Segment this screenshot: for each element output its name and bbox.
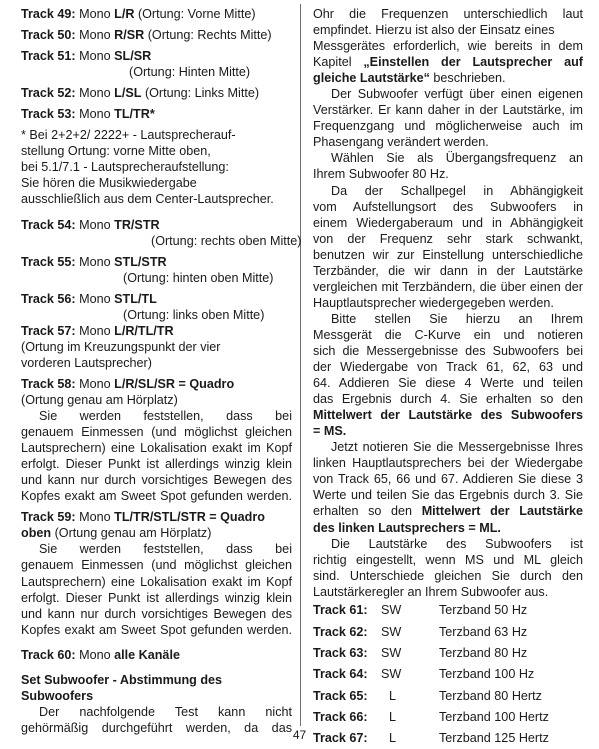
- paragraph-line: Die Lautstärke des Subwoofers ist: [331, 536, 583, 551]
- paragraph-line: Werte und teilen Sie das Ergebnis durch 3. Sie: [313, 488, 583, 503]
- paragraph-line: Lautsprechern) eine Lokalisation exakt im Kopf: [21, 574, 292, 589]
- track-58: [21, 376, 292, 392]
- paragraph-line: vergleichen mit Terzbändern, die über einen der: [313, 279, 583, 294]
- track-band: Terzband 125 Hertz: [439, 731, 549, 746]
- bold-span: „Einstellen der Lautsprecher auf: [363, 55, 583, 70]
- track-label: Track 67:: [313, 731, 368, 746]
- paragraph-line: Sie werden feststellen, dass bei: [39, 542, 292, 557]
- track-channels: TL/TR: [114, 107, 150, 122]
- paragraph-line: Frequenzgang und möglicherweise auch im: [313, 119, 583, 134]
- note-line: ausschließlich aus dem Center-Lautsprecher.: [21, 192, 274, 207]
- track-mode: Mono: [79, 28, 111, 43]
- track-label: Track 60:: [21, 647, 76, 662]
- track-49: [21, 6, 292, 22]
- section-heading: Subwoofers: [21, 688, 94, 703]
- right-column: [313, 6, 583, 749]
- track-label: Track 61:: [313, 603, 368, 618]
- track-mode: Mono: [79, 49, 111, 64]
- note-line: * Bei 2+2+2/ 2222+ - Lautsprecherauf-: [21, 128, 236, 143]
- section-heading: Set Subwoofer - Abstimmung des: [21, 672, 223, 687]
- paragraph-line: einem Wiedergaberaum und in Abhängigkeit: [313, 215, 583, 230]
- table-row: [313, 600, 549, 621]
- paragraph-line: Jetzt notieren Sie die Messergebnisse Ihres: [331, 440, 583, 455]
- track-label: Track 50:: [21, 28, 76, 43]
- track-label: Track 54:: [21, 217, 76, 232]
- paragraph-line: [313, 54, 583, 70]
- paragraph-line: Messgerätes erforderlich, wie bereits in dem: [313, 39, 583, 54]
- track-channels: L/R: [114, 7, 135, 21]
- text-span: Kapitel: [313, 55, 364, 70]
- track-band: Terzband 80 Hertz: [439, 688, 542, 703]
- track-label: Track 64:: [313, 667, 368, 682]
- track-band: Terzband 100 Hz: [439, 667, 535, 682]
- track-channels: L/SL: [114, 86, 142, 101]
- paragraph-line: genauem Einmessen (und möglichst gleichen: [21, 425, 292, 440]
- paragraph-line: und kann nur durch vorsichtiges Bewegen des: [21, 473, 292, 488]
- paragraph-line: 64. Addieren Sie diese 4 Werte und teilen: [313, 376, 583, 391]
- track-mode: Mono: [79, 647, 111, 662]
- track-location: (Ortung: Links Mitte): [144, 86, 260, 101]
- track-54-location: (Ortung: rechts oben Mitte): [151, 233, 302, 248]
- paragraph-line: Terzbänder, die wir dann in der Lautstärke: [313, 263, 583, 278]
- bold-span: gleiche Lautstärke“: [313, 71, 430, 86]
- table-row: [313, 685, 549, 706]
- track-band: Terzband 50 Hz: [439, 603, 528, 618]
- table-row: [313, 642, 549, 663]
- track-mode: Mono: [79, 7, 111, 21]
- track-mode: Mono: [79, 376, 111, 391]
- text-span: erhalten so den: [313, 504, 422, 519]
- paragraph-line: [313, 70, 583, 86]
- track-57: [21, 323, 292, 339]
- track-label: Track 56:: [21, 291, 76, 306]
- track-59: [21, 509, 292, 525]
- paragraph-line: Der nachfolgende Test kann nicht: [39, 704, 292, 719]
- note-line: Sie hören die Musikwiedergabe: [21, 176, 197, 191]
- paragraph-line: das Ergebnis durch 4. Sie erhalten so den: [313, 392, 583, 407]
- paragraph-line: Phasengang verändert werden.: [313, 135, 489, 150]
- text-span: beschrieben.: [429, 71, 506, 86]
- left-column: [21, 6, 302, 736]
- paragraph-line: Bitte stellen Sie hierzu an Ihrem: [331, 311, 583, 326]
- track-label: Track 52:: [21, 86, 76, 101]
- track-channels: SL/SR: [114, 49, 152, 64]
- track-51-location: (Ortung: Hinten Mitte): [129, 65, 251, 80]
- track-55: [21, 254, 292, 270]
- track-mode: Mono: [79, 254, 111, 269]
- track-channel: L: [389, 688, 397, 703]
- paragraph-line-bold: = MS.: [313, 424, 347, 439]
- column-divider: [300, 4, 301, 726]
- track-mode: Mono: [79, 291, 111, 306]
- footnote-marker: *: [149, 107, 155, 122]
- track-label: Track 65:: [313, 688, 368, 703]
- track-location: (Ortung genau am Hörplatz): [54, 526, 212, 541]
- track-label: Track 59:: [21, 510, 76, 525]
- paragraph-line: sich die Messergebnisse des Subwoofers bei: [313, 343, 583, 358]
- paragraph-line: Da der Schallpegel in Abhängigkeit: [331, 183, 583, 198]
- track-label: Track 63:: [313, 645, 368, 660]
- table-row: [313, 621, 549, 642]
- paragraph-line: der Wiedergabe von Track 61, 62, 63 und: [313, 360, 583, 375]
- track-label: Track 58:: [21, 376, 76, 391]
- track-60: [21, 647, 292, 663]
- page-number: 47: [292, 728, 307, 742]
- track-band: Terzband 80 Hz: [439, 645, 528, 660]
- track-table: [313, 600, 549, 749]
- track-location: (Ortung: Rechts Mitte): [147, 28, 272, 43]
- paragraph-line: Lautstärkeregler an Ihrem Subwoofer aus.: [313, 584, 549, 599]
- paragraph-line: Wählen Sie als Übergangsfrequenz an: [331, 151, 583, 166]
- track-channel: L: [389, 709, 397, 724]
- paragraph-line: benutzen wir zur Einstellung unterschiedliche: [313, 247, 583, 262]
- paragraph-line: von der Frequenz sehr stark schwankt,: [313, 231, 583, 246]
- table-row: [313, 664, 549, 685]
- paragraph-line: [313, 503, 583, 519]
- paragraph-line: Kopfes exakt am Sweet Spot gefunden werden.: [21, 622, 292, 637]
- track-channels: STL/TL: [114, 291, 157, 306]
- paragraph-line: von Track 65, 66 und 67. Addieren Sie diese 3: [313, 472, 583, 487]
- track-50: [21, 27, 292, 43]
- paragraph-line: linken Hauptlautsprechers bei der Wiedergabe: [313, 456, 583, 471]
- paragraph-line: und kann nur durch vorsichtiges Bewegen des: [21, 606, 292, 621]
- track-channels: TR/STR: [114, 217, 160, 232]
- table-row: [313, 706, 549, 727]
- note-line: bei 5.1/7.1 - Lautsprecheraufstellung:: [21, 160, 229, 175]
- paragraph-line: Messgerät die C-Kurve ein und notieren: [313, 327, 583, 342]
- track-channel: SW: [381, 645, 402, 660]
- track-56: [21, 291, 292, 307]
- track-label: Track 49:: [21, 7, 76, 21]
- track-53: [21, 106, 292, 122]
- paragraph-line-bold: Mittelwert der Lautstärke des Subwoofers: [313, 408, 583, 423]
- track-channel: SW: [381, 624, 402, 639]
- track-channels: R/SR: [114, 28, 145, 43]
- paragraph-line: Der Subwoofer verfügt über einen eigenen: [331, 87, 583, 102]
- track-mode: Mono: [79, 217, 111, 232]
- paragraph-line: erfolgt. Dieser Punkt ist allerdings winzig klein: [21, 590, 292, 605]
- track-band: Terzband 100 Hertz: [439, 709, 549, 724]
- note-line: stellung Ortung: vorne Mitte oben,: [21, 144, 211, 159]
- track-55-location: (Ortung: hinten oben Mitte): [123, 270, 274, 285]
- track-location: (Ortung: Vorne Mitte): [137, 7, 256, 21]
- paragraph-line: erfolgt. Dieser Punkt ist allerdings winzig klein: [21, 457, 292, 472]
- track-57-location: (Ortung im Kreuzungspunkt der vier: [21, 339, 221, 354]
- track-channel: L: [389, 731, 397, 746]
- track-54: [21, 217, 292, 233]
- track-mode: Mono: [79, 510, 111, 525]
- paragraph-line: richtig eingestellt, wenn MS und ML gleich: [313, 552, 583, 567]
- track-label: Track 66:: [313, 709, 368, 724]
- paragraph-line: genauem Einmessen (und möglichst gleichen: [21, 558, 292, 573]
- track-channel: SW: [381, 667, 402, 682]
- bold-span: Mittelwert der Lautstärke: [421, 504, 583, 519]
- track-51: [21, 48, 292, 64]
- track-channels: alle Kanäle: [114, 647, 180, 662]
- paragraph-line: Sie werden feststellen, dass bei: [39, 409, 292, 424]
- paragraph-line: Ihrem Subwoofer 80 Hz.: [313, 167, 449, 182]
- track-58-location: (Ortung genau am Hörplatz): [21, 392, 178, 407]
- track-mode: Mono: [79, 107, 111, 122]
- track-mode: Mono: [79, 323, 111, 338]
- track-channels: TL/TR/STL/STR = Quadro: [114, 510, 265, 525]
- paragraph-line: empfindet. Hierzu ist also der Einsatz eines: [313, 23, 555, 38]
- track-label: Track 62:: [313, 624, 368, 639]
- track-52: [21, 85, 292, 101]
- track-label: Track 55:: [21, 254, 76, 269]
- paragraph-line: sind. Unterschiede gleichen Sie durch den: [313, 568, 583, 583]
- paragraph-line: Kopfes exakt am Sweet Spot gefunden werden.: [21, 489, 292, 504]
- track-56-location: (Ortung: links oben Mitte): [123, 307, 265, 322]
- paragraph-line: Verstärker. Er kann daher in der Lautstärke, im: [313, 103, 583, 118]
- paragraph-line: Lautsprechern) eine Lokalisation exakt im Kopf: [21, 441, 292, 456]
- paragraph-line: vom Aufstellungsort des Subwoofers in: [313, 199, 583, 214]
- paragraph-line: Hauptlautsprecher wiedergegeben werden.: [313, 295, 554, 310]
- track-59-cont: [21, 525, 292, 541]
- track-mode: Mono: [79, 86, 111, 101]
- track-channels: oben: [21, 526, 52, 541]
- track-label: Track 51:: [21, 49, 76, 64]
- track-label: Track 53:: [21, 107, 76, 122]
- paragraph-line: gehörmäßig durchgeführt werden, da das: [21, 720, 292, 735]
- track-channel: SW: [381, 603, 402, 618]
- track-channels: STL/STR: [114, 254, 167, 269]
- track-channels: L/R/TL/TR: [114, 323, 174, 338]
- paragraph-line-bold: des linken Lautsprechers = ML.: [313, 520, 501, 535]
- track-channels: L/R/SL/SR = Quadro: [114, 376, 235, 391]
- track-label: Track 57:: [21, 323, 76, 338]
- paragraph-line: Ohr die Frequenzen unterschiedlich laut: [313, 7, 583, 21]
- track-band: Terzband 63 Hz: [439, 624, 528, 639]
- track-57-location: vorderen Lautsprecher): [21, 355, 152, 370]
